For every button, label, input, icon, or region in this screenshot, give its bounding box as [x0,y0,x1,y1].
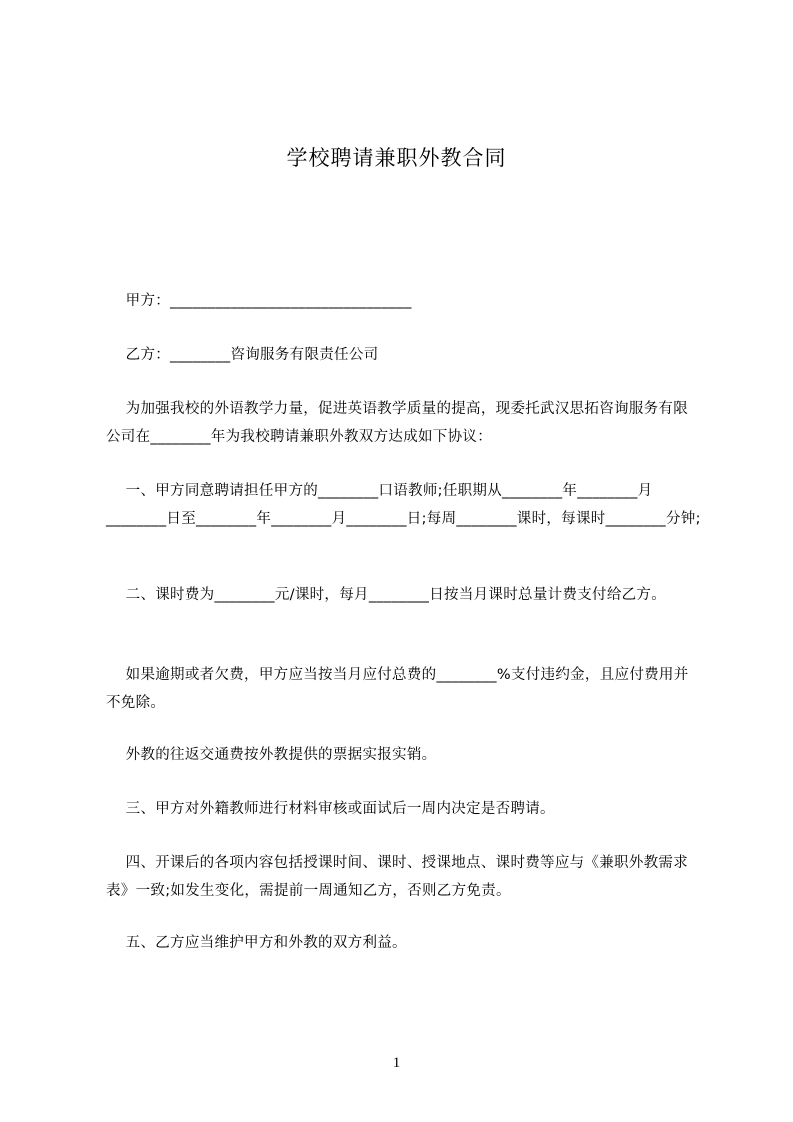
clause-2: 二、课时费为________元/课时，每月________日按当月课时总量计费支付给乙方。 [106,587,667,603]
intro-paragraph: 为加强我校的外语教学力量，促进英语教学质量的提高，现委托武汉思拓咨询服务有限公司在________年为我校聘请兼职外教双方达成如下协议： [106,401,689,445]
clause-4: 四、开课后的各项内容包括授课时间、课时、授课地点、课时费等应与《兼职外教需求表》一致;如发生变化，需提前一周通知乙方，否则乙方免责。 [106,855,689,899]
clause-1: 一、甲方同意聘请担任甲方的________口语教师;任职期从________年________月________日至________年________月________日;每周________课时，每课时________分钟; [106,483,701,527]
travel-paragraph: 外教的往返交通费按外教提供的票据实报实销。 [106,747,437,763]
page-number: 1 [392,1055,401,1071]
party-a-line: 甲方：________________________________ [106,293,412,309]
late-fee-paragraph: 如果逾期或者欠费，甲方应当按当月应付总费的________%支付违约金，且应付费用并不免除。 [106,667,689,711]
document-title: 学校聘请兼职外教合同 [286,146,507,170]
clause-5: 五、乙方应当维护甲方和外教的双方利益。 [106,935,407,951]
party-b-line: 乙方：________咨询服务有限责任公司 [106,347,379,363]
clause-3: 三、甲方对外籍教师进行材料审核或面试后一周内决定是否聘请。 [106,801,555,817]
